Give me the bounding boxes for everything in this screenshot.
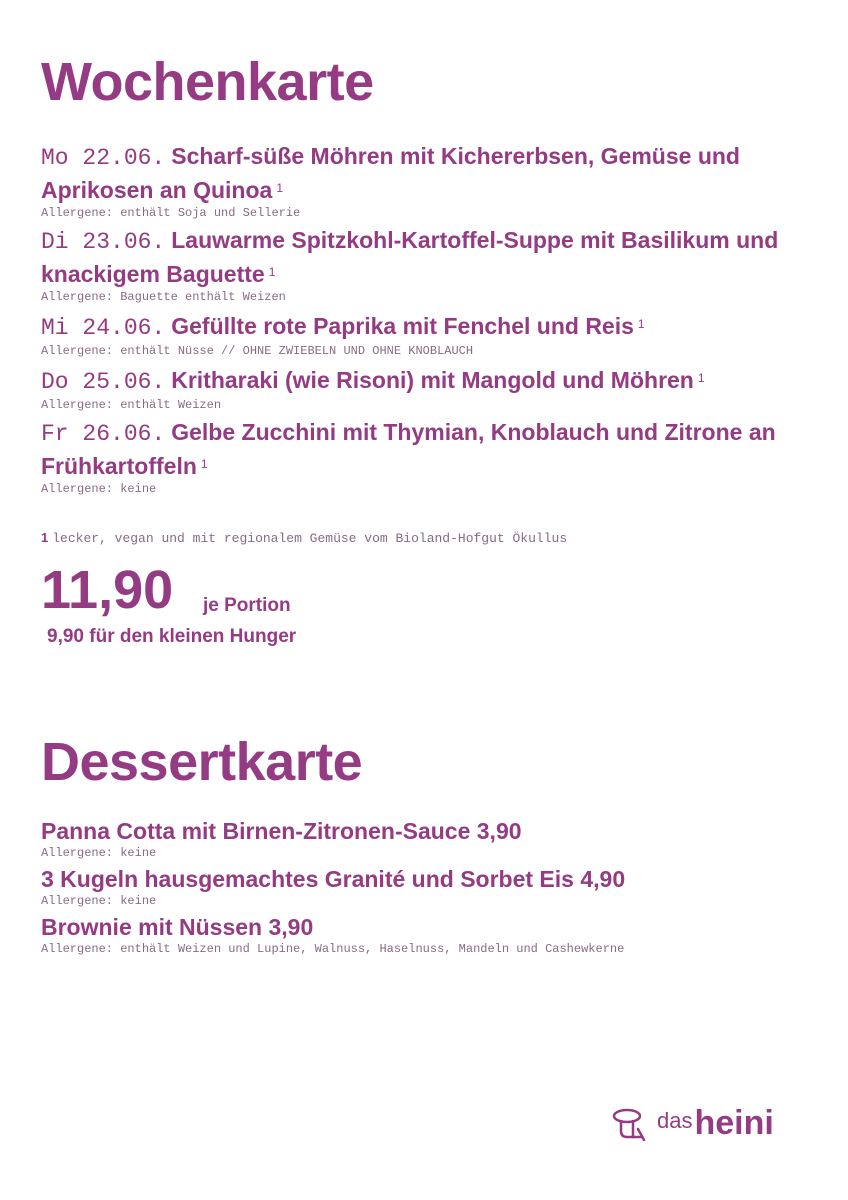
footnote-number: 1 (41, 530, 49, 545)
dish-name: Kritharaki (wie Risoni) mit Mangold und Möhren (171, 367, 694, 393)
footnote-marker: 1 (697, 371, 705, 385)
footnote-marker: 1 (268, 265, 276, 279)
dish-line (41, 363, 811, 397)
allergen-note: Allergene: enthält Nüsse // OHNE ZWIEBELN UND OHNE KNOBLAUCH (41, 344, 474, 358)
allergen-note: Allergene: keine (41, 894, 157, 908)
dish-name: Scharf-süße Möhren mit Kichererbsen, Gemüse und Aprikosen an Quinoa (41, 143, 740, 203)
dessert-menu-title: Dessertkarte (41, 732, 363, 792)
dish-line (41, 417, 811, 481)
brand-logo (611, 1104, 774, 1143)
footnote-marker: 1 (276, 181, 284, 195)
footnote-marker: 1 (200, 457, 208, 471)
logo-name: heini (694, 1104, 774, 1142)
footnote-marker: 1 (637, 317, 645, 331)
allergen-note: Allergene: Baguette enthält Weizen (41, 290, 286, 304)
allergen-note: Allergene: enthält Soja und Sellerie (41, 206, 301, 220)
dish-date: Di 23.06. (41, 229, 166, 255)
menu-day-friday (41, 417, 811, 497)
dessert-item (41, 913, 811, 957)
allergen-note: Allergene: enthält Weizen (41, 398, 222, 412)
menu-day-thursday (41, 363, 811, 413)
allergen-note: Allergene: enthält Weizen und Lupine, Walnuss, Haselnuss, Mandeln und Cashewkerne (41, 942, 625, 956)
dessert-name: Panna Cotta mit Birnen-Zitronen-Sauce 3,90 (41, 818, 522, 844)
dessert-item (41, 865, 811, 909)
allergen-note: Allergene: keine (41, 846, 157, 860)
table-chair-icon (611, 1107, 651, 1141)
dish-date: Fr 26.06. (41, 421, 166, 447)
dish-date: Mo 22.06. (41, 145, 166, 171)
price-main: 11,90 (41, 560, 174, 620)
dish-line (41, 225, 811, 289)
dish-date: Mi 24.06. (41, 315, 166, 341)
weekly-menu-title: Wochenkarte (41, 52, 374, 112)
menu-day-monday (41, 141, 811, 221)
dessert-name: 3 Kugeln hausgemachtes Granité und Sorbet Eis 4,90 (41, 866, 626, 892)
dessert-name: Brownie mit Nüssen 3,90 (41, 914, 314, 940)
logo-prefix: das (657, 1107, 693, 1133)
price-unit: je Portion (203, 595, 291, 616)
dish-name: Lauwarme Spitzkohl-Kartoffel-Suppe mit Basilikum und knackigem Baguette (41, 227, 779, 287)
menu-day-wednesday (41, 309, 811, 359)
footnote-text: lecker, vegan und mit regionalem Gemüse vom Bioland-Hofgut Ökullus (52, 531, 568, 546)
dessert-menu-list (41, 817, 811, 961)
footnote (41, 530, 567, 546)
dessert-item (41, 817, 811, 861)
dish-date: Do 25.06. (41, 369, 166, 395)
price-small-portion: 9,90 für den kleinen Hunger (47, 626, 297, 647)
dish-line (41, 309, 811, 343)
dish-name: Gelbe Zucchini mit Thymian, Knoblauch und Zitrone an Frühkartoffeln (41, 419, 776, 479)
weekly-menu-list (41, 141, 811, 501)
dish-name: Gefüllte rote Paprika mit Fenchel und Reis (171, 313, 634, 339)
dish-line (41, 141, 811, 205)
allergen-note: Allergene: keine (41, 482, 157, 496)
menu-day-tuesday (41, 225, 811, 305)
